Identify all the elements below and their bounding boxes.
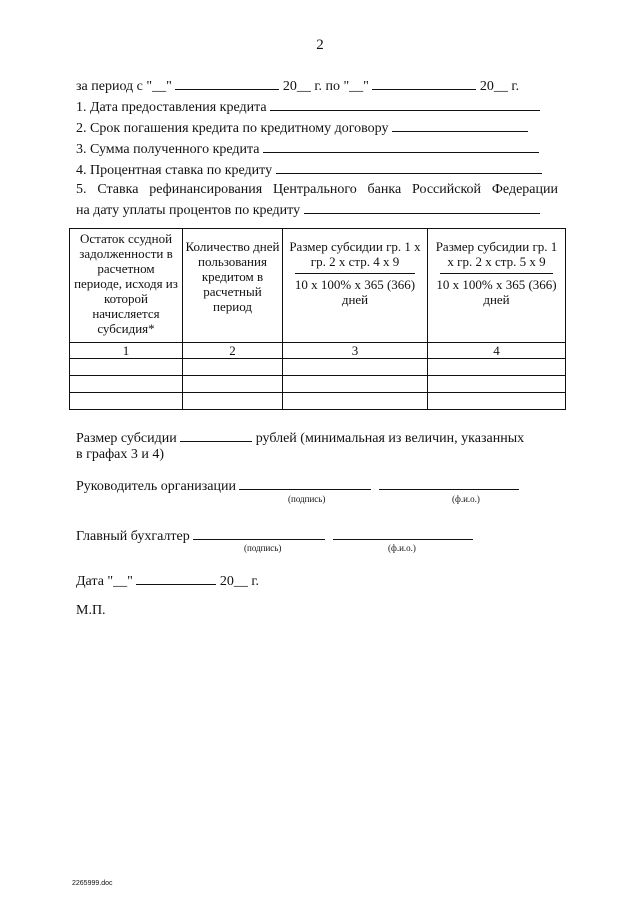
col-header-days-text: Количество дней пользования кредитом в расчетный период <box>185 239 280 314</box>
accountant-name-caption: (ф.и.о.) <box>388 543 416 553</box>
period-year-mid: 20__ г. по "__" <box>282 79 369 94</box>
director-name-blank[interactable] <box>379 476 519 490</box>
item-interest-rate <box>76 160 542 180</box>
subsidy-a-denominator: 10 х 100% х 365 (366) дней <box>294 277 416 307</box>
table-cell[interactable] <box>428 359 566 376</box>
period-end-blank[interactable] <box>372 76 476 90</box>
accountant-label: Главный бухгалтер <box>76 529 190 544</box>
period-prefix: за период с "__" <box>76 79 172 94</box>
item-label: 4. Процентная ставка по кредиту <box>76 163 273 178</box>
table-cell[interactable] <box>183 393 283 410</box>
refinancing-rate-blank[interactable] <box>304 200 540 214</box>
item-label: 3. Сумма полученного кредита <box>76 142 260 157</box>
table-cell[interactable] <box>70 393 183 410</box>
table-cell[interactable] <box>283 393 428 410</box>
col-header-days <box>183 229 283 343</box>
subsidy-prefix: Размер субсидии <box>76 431 177 446</box>
date-line <box>76 571 259 591</box>
director-line <box>76 476 519 496</box>
date-suffix: 20__ г. <box>219 574 260 589</box>
table-cell[interactable] <box>183 376 283 393</box>
subsidy-table <box>69 228 566 410</box>
subsidy-b-numerator: Размер субсидии гр. 1 х гр. 2 х стр. 5 х 9 <box>435 239 558 269</box>
subsidy-b-denominator: 10 х 100% х 365 (366) дней <box>436 277 557 307</box>
column-number: 3 <box>283 343 428 359</box>
item-label: на дату уплаты процентов по кредиту <box>76 203 301 218</box>
credit-date-blank[interactable] <box>270 97 540 111</box>
subsidy-amount-line2: в графах 3 и 4) <box>76 447 165 462</box>
table-cell[interactable] <box>70 359 183 376</box>
period-year-end: 20__ г. <box>479 79 520 94</box>
column-number-row <box>70 343 566 359</box>
item-label: 2. Срок погашения кредита по кредитному договору <box>76 121 389 136</box>
file-name-footer: 2265999.doc <box>72 880 113 887</box>
col-header-subsidy-b <box>428 229 566 343</box>
col-header-balance-text: Остаток ссудной задолженности в расчетном периоде, исходя из которой начисляется субсидия* <box>74 231 178 336</box>
table-cell[interactable] <box>283 359 428 376</box>
repayment-term-blank[interactable] <box>392 118 528 132</box>
stamp-label: М.П. <box>76 603 106 618</box>
director-signature-blank[interactable] <box>239 476 371 490</box>
column-number: 2 <box>183 343 283 359</box>
column-number: 1 <box>70 343 183 359</box>
table-cell[interactable] <box>183 359 283 376</box>
interest-rate-blank[interactable] <box>276 160 542 174</box>
col-header-subsidy-a <box>283 229 428 343</box>
item-label: 1. Дата предоставления кредита <box>76 100 267 115</box>
subsidy-amount-blank[interactable] <box>180 428 252 442</box>
period-start-blank[interactable] <box>175 76 279 90</box>
credit-amount-blank[interactable] <box>263 139 539 153</box>
accountant-signature-caption: (подпись) <box>244 543 282 553</box>
accountant-signature-blank[interactable] <box>193 526 325 540</box>
accountant-name-blank[interactable] <box>333 526 473 540</box>
subsidy-amount-line <box>76 428 524 448</box>
period-line <box>76 76 519 96</box>
director-label: Руководитель организации <box>76 479 236 494</box>
column-number: 4 <box>428 343 566 359</box>
date-blank[interactable] <box>136 571 216 585</box>
director-signature-caption: (подпись) <box>288 494 326 504</box>
page-number: 2 <box>316 37 324 53</box>
item-refinancing-rate-line1: 5. Ставка рефинансирования Центрального банка Российской Федерации <box>76 182 558 197</box>
table-cell[interactable] <box>428 393 566 410</box>
subsidy-suffix: рублей (минимальная из величин, указанных <box>255 431 525 446</box>
col-header-balance <box>70 229 183 343</box>
item-repayment-term <box>76 118 528 138</box>
item-credit-amount <box>76 139 539 159</box>
item-credit-date <box>76 97 540 117</box>
table-cell[interactable] <box>70 376 183 393</box>
table-cell[interactable] <box>428 376 566 393</box>
table-row <box>70 359 566 376</box>
subsidy-a-numerator: Размер субсидии гр. 1 х гр. 2 х стр. 4 х 9 <box>289 239 421 269</box>
table-row <box>70 376 566 393</box>
table-cell[interactable] <box>283 376 428 393</box>
item-refinancing-rate-line2 <box>76 200 540 220</box>
director-name-caption: (ф.и.о.) <box>452 494 480 504</box>
table-row <box>70 393 566 410</box>
date-prefix: Дата "__" <box>76 574 133 589</box>
